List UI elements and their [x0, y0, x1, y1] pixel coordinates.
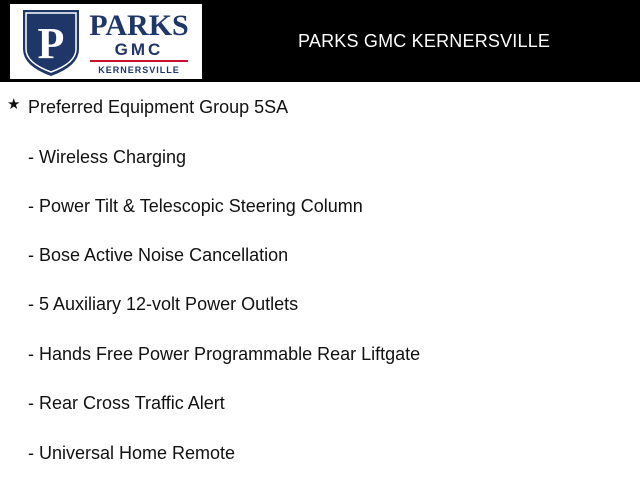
- header-bar: [0, 0, 640, 82]
- logo-line2: GMC: [114, 40, 164, 59]
- logo-line3: KERNERSVILLE: [98, 65, 180, 75]
- package-heading: Preferred Equipment Group 5SA: [28, 97, 289, 117]
- star-icon: ★: [7, 96, 21, 113]
- logo-letter: P: [37, 19, 65, 68]
- feature-item: - 5 Auxiliary 12-volt Power Outlets: [28, 294, 299, 314]
- dealer-name: PARKS GMC KERNERSVILLE: [298, 31, 551, 51]
- feature-item: - Universal Home Remote: [28, 443, 236, 463]
- feature-item: - Hands Free Power Programmable Rear Liftgate: [28, 344, 421, 364]
- feature-item: - Wireless Charging: [28, 147, 187, 167]
- logo-rule: [90, 60, 188, 62]
- feature-item: - Rear Cross Traffic Alert: [28, 393, 225, 413]
- feature-item: - Power Tilt & Telescopic Steering Column: [28, 196, 363, 216]
- dealer-logo: [10, 4, 202, 79]
- logo-line1: PARKS: [89, 9, 189, 42]
- logo-graphic: [10, 4, 202, 79]
- feature-item: - Bose Active Noise Cancellation: [28, 245, 289, 265]
